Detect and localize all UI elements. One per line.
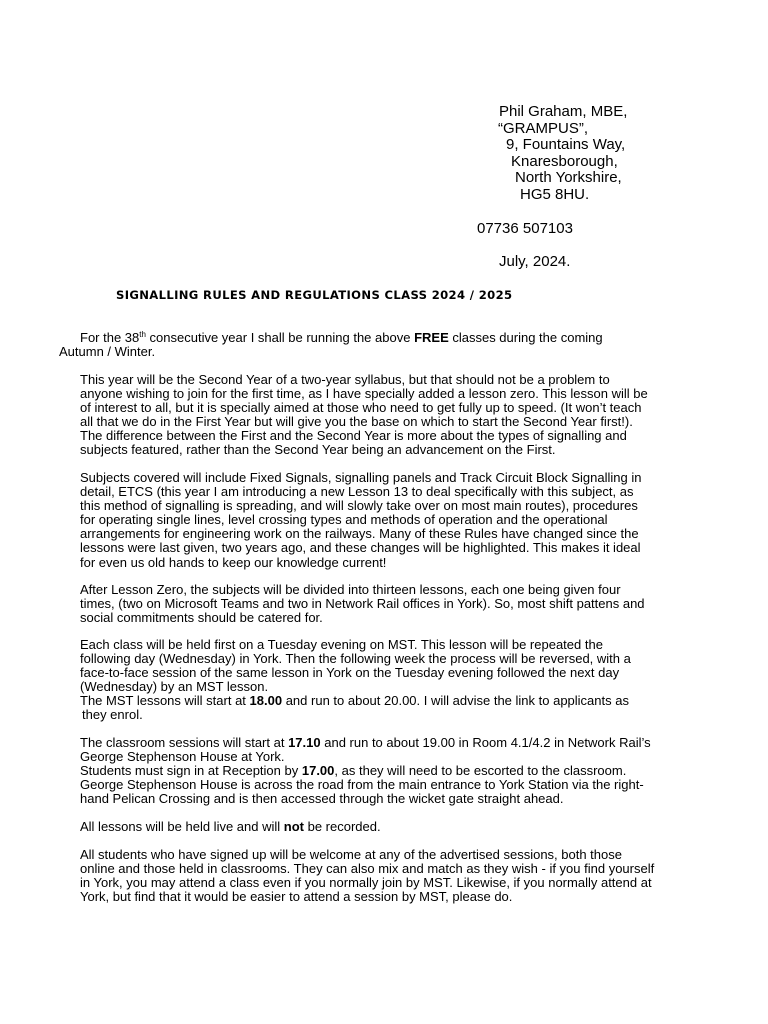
classroom-paragraph: The classroom sessions will start at 17.10 and run to about 19.00 in Room 4.1/4.2 in Network Rail’s George Stephenson House at York. Students must sign in at Reception by 17.00, as they will need to be escorted to the classroom. George Stephenson House is across the road from the main entrance to York Station via the right- hand Pelican Crossing and is then accessed through the wicket gate straight ahead. xyxy=(80,736,660,806)
not-emphasis: not xyxy=(283,819,304,834)
free-emphasis: FREE xyxy=(414,330,449,345)
sender-phone: 07736 507103 xyxy=(477,220,573,237)
sender-name: Phil Graham, MBE, xyxy=(499,103,628,120)
document-title: SIGNALLING RULES AND REGULATIONS CLASS 2024 / 2025 xyxy=(116,288,513,302)
sign-in-time: 17.00 xyxy=(301,763,335,779)
classroom-start-line: The classroom sessions will start at 17.10 and run to about 19.00 in Room 4.1/4.2 in Network Rail’s xyxy=(80,735,651,750)
schedule-paragraph: Each class will be held first on a Tuesday evening on MST. This lesson will be repeated the following day (Wednesday) in York. Then the following week the process will be reversed, with a face-to-face session of the same lesson in York on the Tuesday evening followed the next day (Wednesday) by an MST lesson. The MST lessons will start at 18.00 and run to about 20.00. I will advise the link to applicants as they enrol. xyxy=(80,638,660,723)
sign-in-line: Students must sign in at Reception by 17.00, as they will need to be escorted to the classroom. xyxy=(80,763,627,779)
students-paragraph: All students who have signed up will be welcome at any of the advertised sessions, both those online and those held in classrooms. They can also mix and match as they wish - if you find yourself in York, you may attend a class even if you normally join by MST. Likewise, if you normally attend at York, but find that it would be easier to attend a session by MST, please do. xyxy=(80,847,655,905)
intro-line-1: For the 38th consecutive year I shall be running the above FREE classes during the coming xyxy=(80,330,603,345)
lessons-paragraph: After Lesson Zero, the subjects will be divided into thirteen lessons, each one being given four times, (two on Microsoft Teams and two in Network Rail offices in York). So, most shift pattens and social commitments should be catered for. xyxy=(80,582,645,626)
intro-line-2: Autumn / Winter. xyxy=(59,344,156,360)
mst-start-line: The MST lessons will start at 18.00 and run to about 20.00. I will advise the link to applicants as xyxy=(80,693,629,709)
second-year-paragraph: This year will be the Second Year of a two-year syllabus, but that should not be a problem to anyone wishing to join for the first time, as I have specially added a lesson zero. This lesson will be of interest to all, but it is specially aimed at those who need to get fully up to speed. (It won’t teach all that we do in the First Year but will give you the base on which to start the Second Year first!). The difference between the First and the Second Year is more about the types of signalling and subjects featured, rather than the Second Year being an advancement on the First. xyxy=(80,372,648,458)
sender-postcode: HG5 8HU. xyxy=(520,186,590,203)
sender-town: Knaresborough, xyxy=(511,153,618,170)
classroom-start-time: 17.10 xyxy=(288,735,321,750)
sender-house-name: “GRAMPUS”, xyxy=(498,120,588,137)
recording-paragraph: All lessons will be held live and will not be recorded. xyxy=(80,819,381,834)
sender-county: North Yorkshire, xyxy=(515,169,622,186)
letter-date: July, 2024. xyxy=(499,253,571,270)
intro-paragraph xyxy=(59,331,639,359)
sender-street: 9, Fountains Way, xyxy=(506,136,626,153)
mst-start-time: 18.00 xyxy=(249,693,283,709)
subjects-paragraph: Subjects covered will include Fixed Signals, signalling panels and Track Circuit Block Signalling in detail, ETCS (this year I am introducing a new Lesson 13 to deal specifically with this subject, as this method of signalling is spreading, and will slowly take over on most main routes), procedures for operating single lines, level crossing types and methods of operation and the operational arrangements for engineering work on the railways. Many of these Rules have changed since the lessons were last given, two years ago, and these changes will be highlighted. This makes it ideal for even us old hands to keep our knowledge current! xyxy=(80,470,642,570)
